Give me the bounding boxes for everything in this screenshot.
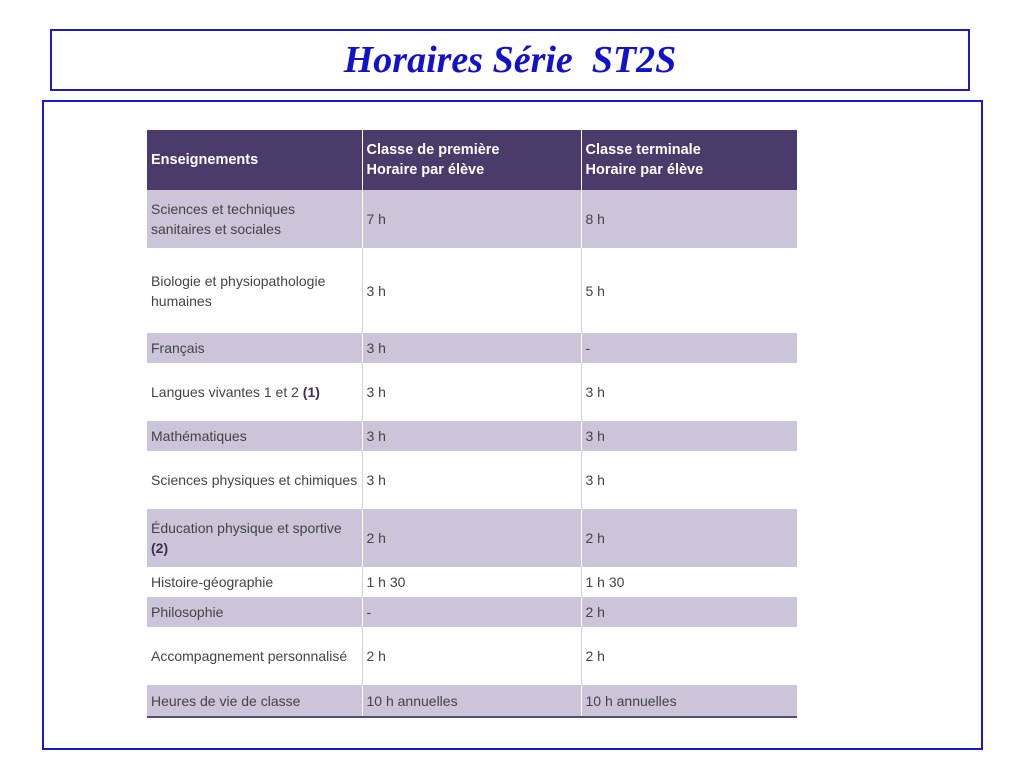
header-terminale-line1: Classe terminale [585, 142, 701, 158]
subject-cell [147, 248, 362, 333]
terminale-cell: 8 h [581, 190, 797, 248]
header-subjects [147, 130, 362, 190]
premiere-cell: 1 h 30 [362, 567, 581, 597]
footnote-ref: (2) [151, 540, 169, 556]
subject-label: Philosophie [151, 604, 224, 620]
premiere-cell: 3 h [362, 248, 581, 333]
premiere-cell: 10 h annuelles [362, 685, 581, 717]
subject-cell [147, 421, 362, 451]
schedule-table [147, 130, 797, 718]
premiere-cell: 3 h [362, 363, 581, 421]
premiere-cell: - [362, 597, 581, 627]
table-row [147, 248, 797, 333]
header-subjects-label: Enseignements [151, 152, 259, 168]
subject-label: Éducation physique et sportive [151, 520, 342, 536]
table-row [147, 627, 797, 685]
premiere-cell: 2 h [362, 627, 581, 685]
subject-label: Mathématiques [151, 428, 247, 444]
table-row [147, 685, 797, 717]
table-row [147, 190, 797, 248]
header-premiere [362, 130, 581, 190]
table-row [147, 509, 797, 567]
header-premiere-line1: Classe de première [366, 142, 500, 158]
terminale-cell: 10 h annuelles [581, 685, 797, 717]
footnote-ref: (1) [302, 384, 320, 400]
subject-label: Langues vivantes 1 et 2 [151, 384, 299, 400]
terminale-cell: - [581, 333, 797, 363]
subject-label: Accompagnement personnalisé [151, 648, 348, 664]
premiere-cell: 2 h [362, 509, 581, 567]
table-row [147, 333, 797, 363]
terminale-cell: 2 h [581, 509, 797, 567]
terminale-cell: 3 h [581, 421, 797, 451]
table-header-row [147, 130, 797, 190]
table-row [147, 567, 797, 597]
terminale-cell: 2 h [581, 597, 797, 627]
header-terminale-line2: Horaire par élève [585, 162, 704, 178]
header-premiere-line2: Horaire par élève [366, 162, 485, 178]
subject-label: Sciences physiques et chimiques [151, 472, 358, 488]
terminale-cell: 3 h [581, 363, 797, 421]
subject-label: Histoire-géographie [151, 574, 274, 590]
subject-label: Français [151, 340, 205, 356]
subject-label: Sciences et techniques sanitaires et sociales [151, 201, 295, 237]
subject-cell [147, 567, 362, 597]
header-terminale [581, 130, 797, 190]
terminale-cell: 2 h [581, 627, 797, 685]
premiere-cell: 7 h [362, 190, 581, 248]
subject-cell [147, 685, 362, 717]
subject-cell [147, 627, 362, 685]
terminale-cell: 1 h 30 [581, 567, 797, 597]
table-row [147, 451, 797, 509]
terminale-cell: 3 h [581, 451, 797, 509]
premiere-cell: 3 h [362, 421, 581, 451]
subject-label: Biologie et physiopathologie humaines [151, 272, 326, 309]
subject-cell [147, 190, 362, 248]
subject-cell [147, 451, 362, 509]
subject-label: Heures de vie de classe [151, 692, 301, 709]
table-row [147, 363, 797, 421]
title-box [50, 29, 970, 91]
table-row [147, 597, 797, 627]
terminale-cell: 5 h [581, 248, 797, 333]
subject-cell [147, 509, 362, 567]
subject-cell [147, 363, 362, 421]
premiere-cell: 3 h [362, 451, 581, 509]
page-title: Horaires Série ST2S [343, 39, 677, 81]
subject-cell [147, 333, 362, 363]
content-box [42, 100, 983, 750]
subject-cell [147, 597, 362, 627]
table-row [147, 421, 797, 451]
premiere-cell: 3 h [362, 333, 581, 363]
